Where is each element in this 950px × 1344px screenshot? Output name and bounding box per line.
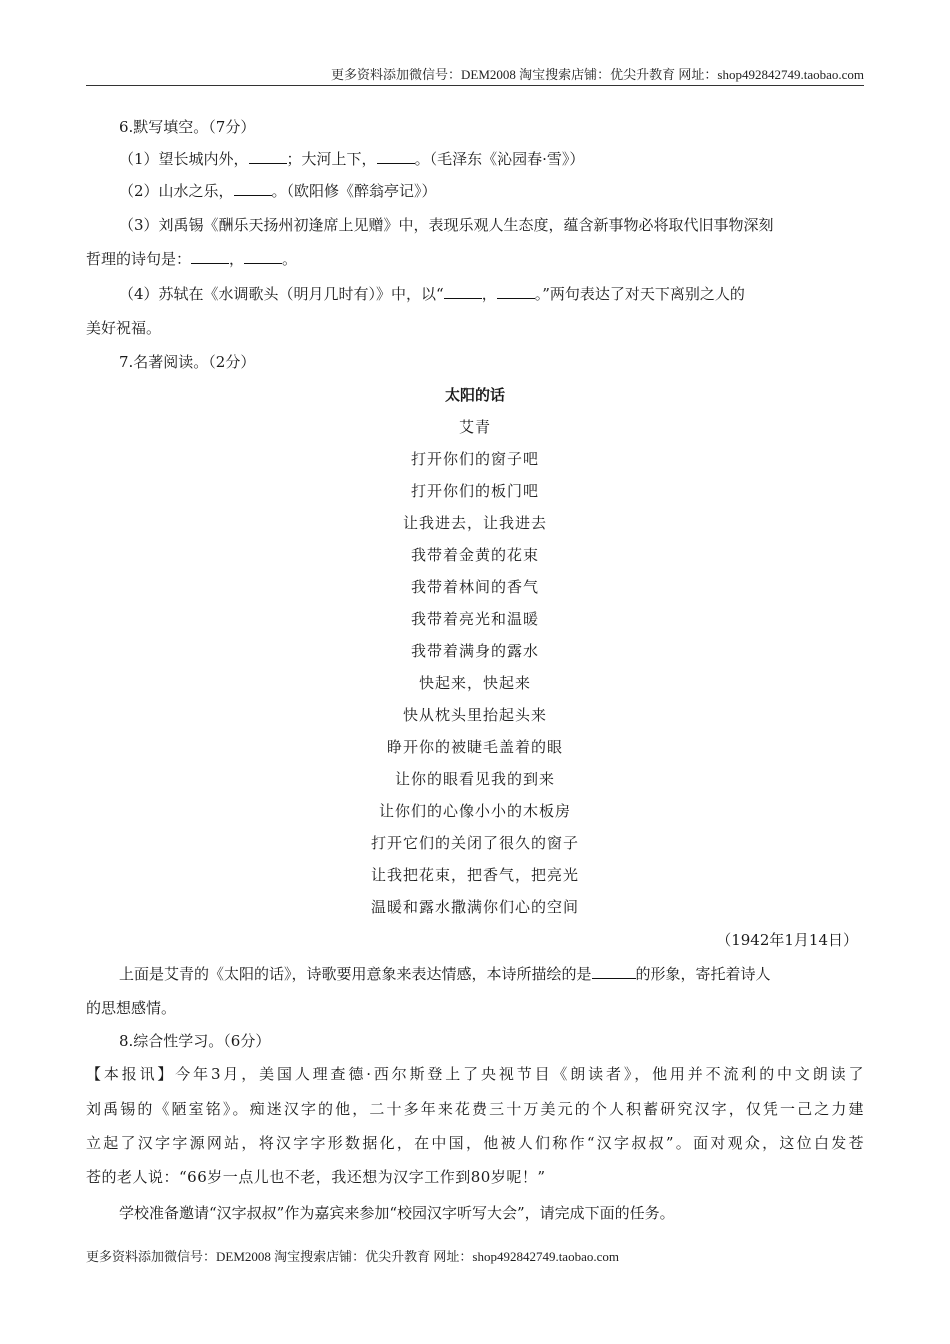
q6-item2-text-b: 。（欧阳修《醉翁亭记》）: [271, 182, 437, 200]
poem-title: 太阳的话: [444, 386, 505, 404]
q6-item2: [119, 181, 437, 201]
header-divider: [86, 85, 864, 86]
poem-line: 我带着亮光和温暖: [410, 610, 539, 628]
q6-item4-text-a: （4）苏轼在《水调歌头（明月几时有）》中，以“: [119, 285, 444, 303]
q7-title: 7.名著阅读。（2分）: [119, 353, 256, 371]
news-line: 苍的老人说：“66岁一点儿也不老，我还想为汉字工作到80岁呢！”: [86, 1168, 546, 1186]
q7-question-line1: [119, 964, 771, 984]
q6-item4-text-c: 。”两句表达了对天下离别之人的: [534, 285, 745, 303]
answer-blank[interactable]: [497, 284, 535, 299]
poem-line: 我带着金黄的花束: [410, 546, 539, 564]
poem-line: 打开你们的板门吧: [410, 482, 539, 500]
page-footer: 更多资料添加微信号：DEM2008 淘宝搜索店铺：优尖升教育 网址：shop492842749.taobao.com: [86, 1249, 619, 1264]
answer-blank[interactable]: [444, 284, 482, 299]
q8-task: 学校准备邀请“汉字叔叔”作为嘉宾来参加“校园汉字听写大会”，请完成下面的任务。: [119, 1204, 675, 1222]
news-line: 【本报讯】今年3月，美国人理查德·西尔斯登上了央视节目《朗读者》，他用并不流利的中文朗读了: [86, 1065, 864, 1083]
poem-author: 艾青: [458, 418, 491, 436]
q6-item3-line1: （3）刘禹锡《酬乐天扬州初逢席上见赠》中，表现乐观人生态度，蕴含新事物必将取代旧事物深刻: [119, 216, 774, 234]
q6-item2-text-a: （2）山水之乐，: [119, 182, 234, 200]
poem-date: （1942年1月14日）: [716, 931, 858, 949]
answer-blank[interactable]: [592, 964, 636, 979]
poem-line: 打开它们的关闭了很久的窗子: [370, 834, 579, 852]
q7-question-text-a: 上面是艾青的《太阳的话》，诗歌要用意象来表达情感，本诗所描绘的是: [119, 965, 592, 983]
poem-line: 快起来，快起来: [418, 674, 531, 692]
poem-line: 我带着满身的露水: [410, 642, 539, 660]
poem-line: 让你们的心像小小的木板房: [378, 802, 571, 820]
poem-line: 睁开你的被睫毛盖着的眼: [386, 738, 563, 756]
answer-blank[interactable]: [249, 149, 287, 164]
poem-line: 打开你们的窗子吧: [410, 450, 539, 468]
poem-line: 让我进去，让我进去: [402, 514, 547, 532]
poem-line: 我带着林间的香气: [410, 578, 539, 596]
q7-question-line2: 的思想感情。: [86, 999, 177, 1017]
q6-item3-line2: [86, 249, 297, 269]
q6-item1-text-c: 。（毛泽东《沁园春·雪》）: [414, 150, 585, 168]
answer-blank[interactable]: [234, 181, 272, 196]
news-line: 立起了汉字字源网站，将汉字字形数据化，在中国，他被人们称作“汉字叔叔”。面对观众，这位白发苍: [86, 1134, 864, 1152]
q7-question-text-b: 的形象，寄托着诗人: [635, 965, 771, 983]
poem-line: 让你的眼看见我的到来: [394, 770, 555, 788]
poem-line: 温暖和露水撒满你们心的空间: [370, 898, 579, 916]
q6-item4-line2: 美好祝福。: [86, 319, 162, 337]
poem-line: 快从枕头里抬起头来: [402, 706, 547, 724]
poem-line: 让我把花束，把香气，把亮光: [370, 866, 579, 884]
q6-title: 6.默写填空。（7分）: [119, 118, 256, 136]
q6-item1: [119, 149, 584, 169]
answer-blank[interactable]: [244, 249, 282, 264]
answer-blank[interactable]: [191, 249, 229, 264]
page-header: 更多资料添加微信号：DEM2008 淘宝搜索店铺：优尖升教育 网址：shop492842749.taobao.com: [331, 67, 864, 82]
q6-item1-text-a: （1）望长城内外，: [119, 150, 249, 168]
q8-title: 8.综合性学习。（6分）: [119, 1032, 271, 1050]
q6-item4-line1: [119, 284, 745, 304]
answer-blank[interactable]: [377, 149, 415, 164]
q6-item3-text-a: 哲理的诗句是：: [86, 250, 192, 268]
q6-item3-text-c: 。: [282, 250, 298, 268]
q6-item1-text-b: ；大河上下，: [286, 150, 377, 168]
news-line: 刘禹锡的《陋室铭》。痴迷汉字的他，二十多年来花费三十万美元的个人积蓄研究汉字，仅凭一己之力建: [86, 1100, 864, 1118]
q6-item3-text-b: ，: [229, 250, 245, 268]
q6-item4-text-b: ，: [481, 285, 497, 303]
